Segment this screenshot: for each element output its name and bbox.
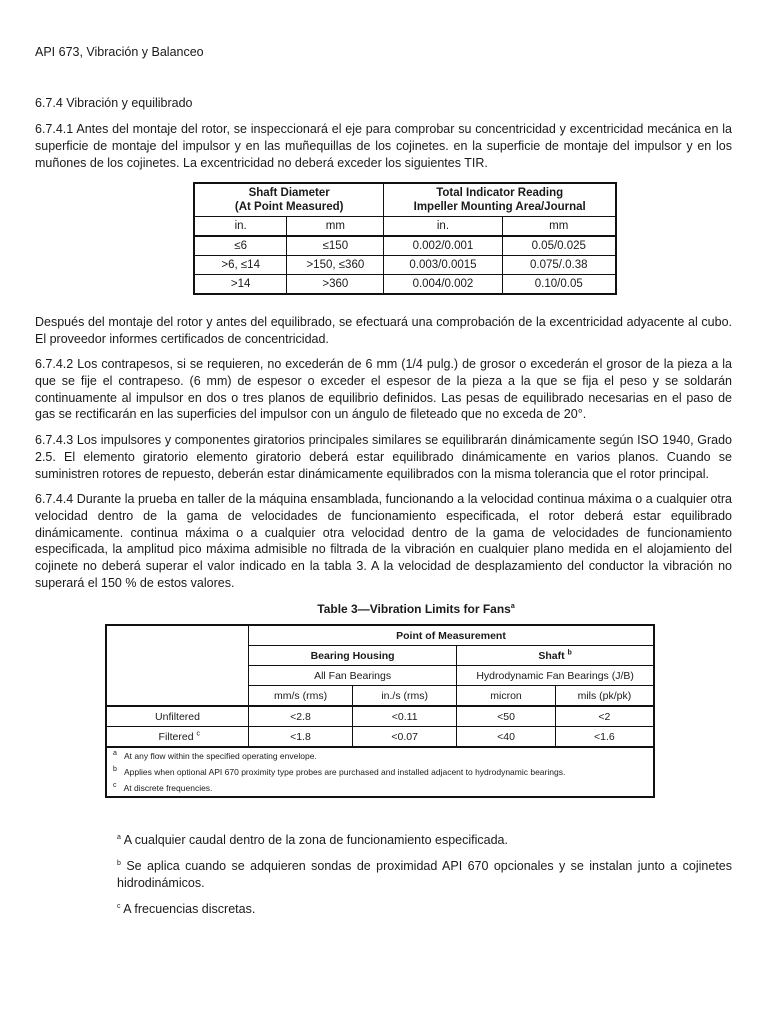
tir-unit: mm xyxy=(502,217,616,237)
section-title: 6.7.4 Vibración y equilibrado xyxy=(35,96,193,110)
table-row: Unfiltered <2.8 <0.11 <50 <2 xyxy=(106,706,654,727)
hydrodynamic-bearings: Hydrodynamic Fan Bearings (J/B) xyxy=(457,666,654,686)
shaft-head: Shaft $^b$ xyxy=(457,646,654,666)
paragraph-6-7-4-4: 6.7.4.4 Durante la prueba en taller de la máquina ensamblada, funcionando a la velocidad continua máxima o a cualquier otra velocidad dentro de la gama de velocidades de funcionamiento especificada, el rotor deberá estar equilibrado dinámicamente. continua máxima o a cualquier otra velocidad dentro de la gama de velocidades de funcionamiento especificada, la amplitud pico máxima admisible no filtrada de la vibración en cualquier plano medida en el alojamiento del cojinete no deberá superar el valor indicado en la tabla 3. A la velocidad de desplazamiento del conductor la vibración no superará el 150 % de estos valores. xyxy=(35,492,732,590)
tir-table-head-tir: Total Indicator Reading Impeller Mounting Area/Journal xyxy=(384,183,616,217)
all-fan-bearings: All Fan Bearings xyxy=(248,666,456,686)
table-note: $^a$ At any flow within the specified operating envelope. xyxy=(106,747,654,764)
paragraph-6-7-4-3: 6.7.4.3 Los impulsores y componentes giratorios principales similares se equilibrarán dinámicamente según ISO 1940, Grado 2.5. El elemento giratorio elemento giratorio deberá estar equilibrado dinámicamente en varios planos. Cuando se suministren rotores de repuesto, deberán estar dinámicamente equilibrados con la misma tolerancia que el rotor principal. xyxy=(35,433,732,481)
bearing-housing-head: Bearing Housing xyxy=(248,646,456,666)
paragraph-6-7-4-2: 6.7.4.2 Los contrapesos, si se requieren, no excederán de 6 mm (1/4 pulg.) de grosor o excederán el grosor de la pieza a la que se fije el contrapeso. (6 mm) de espesor o exceder el espesor de la pieza a la que se fija el peso y se soldarán continuamente al impulsor en dos o tres planos de equilibrio definidos. Las pesas de equilibrado necesarias en el paso de gas se rectificarán en las superficies del impulsor con un ángulo de fileteado que no exceda de 20°. xyxy=(35,357,732,422)
table-row: >14 >360 0.004/0.002 0.10/0.05 xyxy=(194,275,616,295)
vib-unit: micron xyxy=(457,686,556,707)
table3-caption: Table 3—Vibration Limits for Fans$^a$ xyxy=(317,602,515,616)
vib-unit: mils (pk/pk) xyxy=(555,686,654,707)
point-of-measurement: Point of Measurement xyxy=(248,625,654,646)
page-header: API 673, Vibración y Balanceo xyxy=(35,45,204,59)
tir-table xyxy=(193,182,617,295)
footnote-c: $^c$ A frecuencias discretas. xyxy=(117,902,256,916)
vib-unit: mm/s (rms) xyxy=(248,686,352,707)
tir-unit: mm xyxy=(287,217,384,237)
table-note: $^b$ Applies when optional API 670 proximity type probes are purchased and installed adjacent to hydrodynamic bearings. xyxy=(106,764,654,780)
table-row: ≤6 ≤150 0.002/0.001 0.05/0.025 xyxy=(194,236,616,256)
table-row: Filtered $^c$ <1.8 <0.07 <40 <1.6 xyxy=(106,727,654,748)
vibration-limits-table xyxy=(105,624,655,798)
vib-unit: in./s (rms) xyxy=(353,686,457,707)
paragraph-after-assembly: Después del montaje del rotor y antes del equilibrado, se efectuará una comprobación de la excentricidad adyacente al cubo. El proveedor informes certificados de concentricidad. xyxy=(35,315,732,346)
paragraph-6-7-4-1: 6.7.4.1 Antes del montaje del rotor, se inspeccionará el eje para comprobar su concentricidad y excentricidad mecánica en la superficie de montaje del impulsor y en las muñequillas de los cojinetes. en la superficie de montaje del impulsor y en los muñones de los cojinetes. La excentricidad no deberá exceder los siguientes TIR. xyxy=(35,122,732,170)
tir-unit: in. xyxy=(384,217,502,237)
tir-unit: in. xyxy=(194,217,287,237)
tir-table-head-shaft: Shaft Diameter (At Point Measured) xyxy=(194,183,384,217)
footnote-b: $^b$ Se aplica cuando se adquieren sondas de proximidad API 670 opcionales y se instalan junto a cojinetes hidrodinámicos. xyxy=(117,859,732,890)
footnote-a: $^a$ A cualquier caudal dentro de la zona de funcionamiento especificada. xyxy=(117,833,508,847)
table-row: >6, ≤14 >150, ≤360 0.003/0.0015 0.075/.0.38 xyxy=(194,256,616,275)
table-note: $^c$ At discrete frequencies. xyxy=(106,780,654,797)
